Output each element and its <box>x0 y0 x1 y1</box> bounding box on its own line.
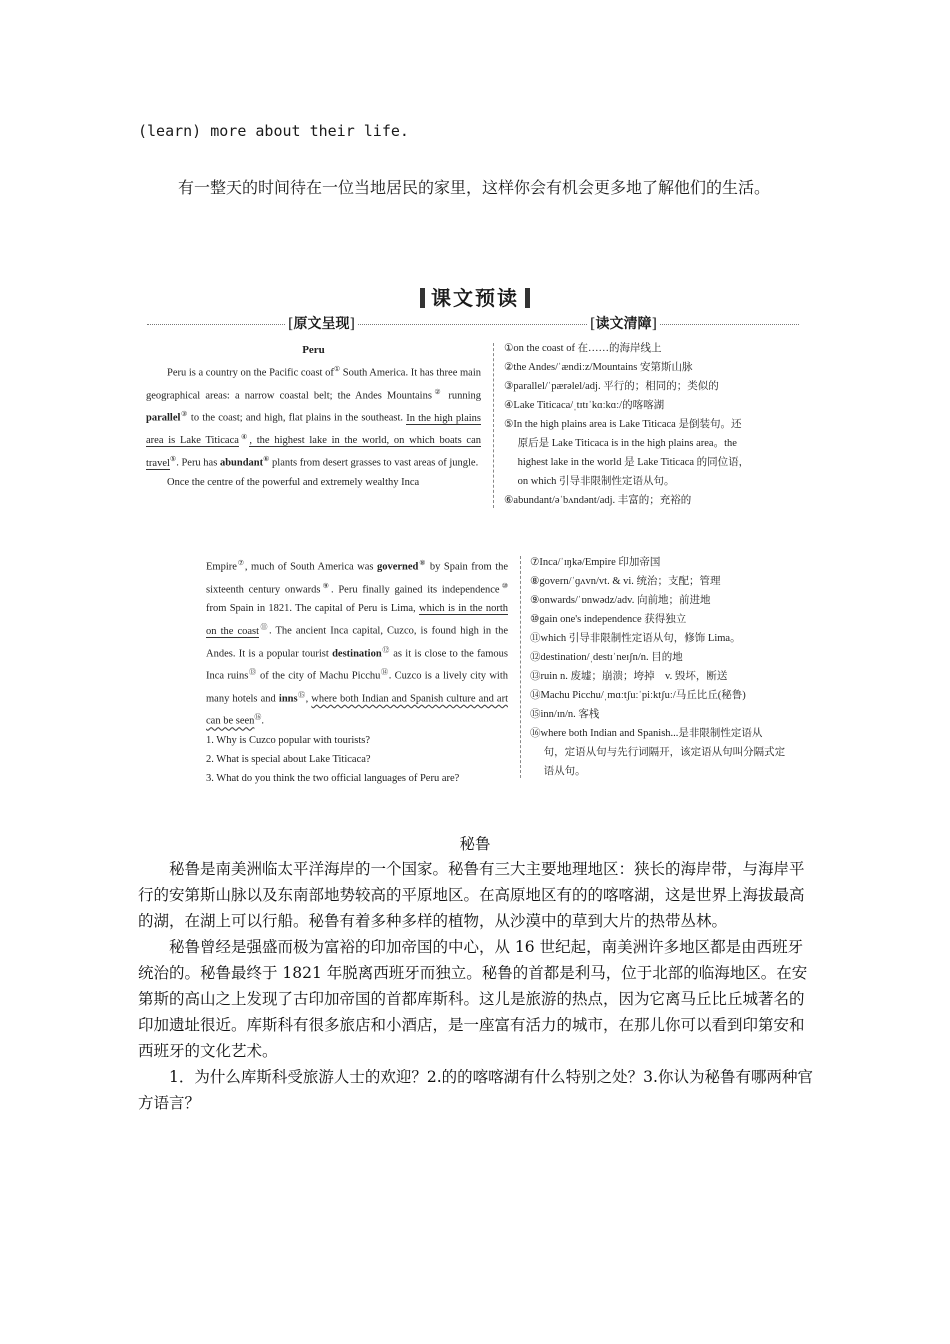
note-line: ⑮inn/ɪn/n. 客栈 <box>530 709 600 720</box>
note-line: ③parallel/ˈpærəlel/adj. 平行的；相同的；类似的 <box>504 381 719 392</box>
translation-questions: 1．为什么库斯科受旅游人士的欢迎？2.的的喀喀湖有什么特别之处？3.你认为秘鲁有哪两种官方语言？ <box>138 1068 813 1112</box>
note-line: 语从句。 <box>543 766 586 777</box>
passage-title: Peru <box>302 344 325 356</box>
intro-chinese-translation: 有一整天的时间待在一位当地居民的家里，这样你会有机会更多地了解他们的生活。 <box>178 178 771 197</box>
note-line: ⑩gain one's independence 获得独立 <box>530 614 687 625</box>
translation-body <box>138 856 814 1116</box>
passage-paragraph-2-start: Once the centre of the powerful and extremely wealthy Inca <box>167 476 420 488</box>
question-1: 1. Why is Cuzco popular with tourists? <box>206 734 370 746</box>
translation-title: 秘鲁 <box>459 835 491 853</box>
note-line: ⑭Machu Picchu/ˌmɑːtʃuːˈpiːktʃuː/马丘比丘(秘鲁) <box>530 690 746 701</box>
translation-paragraph-1: 秘鲁是南美洲临太平洋海岸的一个国家。秘鲁有三大主要地理地区：狭长的海岸带，与海岸平行的安第斯山脉以及东南部地势较高的平原地区。在高原地区有的的喀喀湖，这是世界上海拔最高的湖，在湖上可以行船。秘鲁有着多种多样的植物，从沙漠中的草到大片的热带丛林。 <box>138 860 805 930</box>
note-line: ④Lake Titicaca/ˌtɪtɪˈkɑːkɑː/的喀喀湖 <box>504 400 665 411</box>
intro-english-line: (learn) more about their life. <box>138 122 409 140</box>
section-title <box>0 282 950 311</box>
question-3: 3. What do you think the two official languages of Peru are? <box>206 772 460 784</box>
note-line: ①on the coast of 在……的海岸线上 <box>504 343 662 354</box>
note-line: ②the Andes/ˈændiːz/Mountains 安第斯山脉 <box>504 362 693 373</box>
subheading-reading-notes: [读文清障] <box>588 313 659 333</box>
section-title-text: 课文预读 <box>431 286 519 310</box>
note-line: ⑤In the high plains area is Lake Titicaca 是倒装句。还 <box>504 419 742 430</box>
note-line: 原后是 Lake Titicaca is in the high plains area。the <box>517 438 737 449</box>
passage-bottom-column <box>206 554 508 788</box>
subheading-original-text: [原文呈现] <box>286 313 357 333</box>
note-line: ⑫destination/ˌdestɪˈneɪʃn/n. 目的地 <box>530 652 683 663</box>
note-line: on which 引导非限制性定语从句。 <box>517 476 675 487</box>
passage-top-column <box>146 341 481 492</box>
note-line: ⑪which 引导非限制性定语从句，修饰 Lima。 <box>530 633 741 644</box>
note-line: highest lake in the world 是 Lake Titicaca 的同位语， <box>517 457 750 468</box>
note-line: ⑯where both Indian and Spanish...是非限制性定语从 <box>530 728 763 739</box>
note-line: ⑧govern/ˈɡʌvn/vt. & vi. 统治；支配；管理 <box>530 576 721 587</box>
column-divider-bottom <box>520 556 521 778</box>
notes-bottom-column <box>530 553 815 781</box>
title-bar-left <box>420 288 425 308</box>
column-divider-top <box>493 343 494 508</box>
note-line: ⑦Inca/ˈɪŋkə/Empire 印加帝国 <box>530 557 661 568</box>
note-line: 句，定语从句与先行词隔开，该定语从句叫分隔式定 <box>543 747 786 758</box>
note-line: ⑥abundant/əˈbʌndənt/adj. 丰富的；充裕的 <box>504 495 692 506</box>
translation-paragraph-2: 秘鲁曾经是强盛而极为富裕的印加帝国的中心，从 16 世纪起，南美洲许多地区都是由西班牙统治的。秘鲁最终于 1821 年脱离西班牙而独立。秘鲁的首都是利马，位于北部的临海地区。在安第斯的高山之上发现了古印加帝国的首都库斯科。这儿是旅游的热点，因为它离马丘比丘城著名的印加遗址很近。库斯科有很多旅店和小酒店，是一座富有活力的城市，在那儿你可以看到印第安和西班牙的文化艺术。 <box>138 938 808 1060</box>
passage-paragraph-2-continued: Empire⑦, much of South America was governed⑧ by Spain from the sixteenth century onwards⑨. Peru finally gained its independence⑩ from Spain in 1821. The capital of Peru is Lima, which is in the north on the coast⑪. The ancient Inca capital, Cuzco, is found high in the Andes. It is a popular tourist destination⑫ as it is close to the famous Inca ruins⑬ of the city of Machu Picchu⑭. Cuzco is a lively city with many hotels and inns⑮, where both Indian and Spanish culture and art can be seen⑯. <box>206 559 509 727</box>
note-line: ⑬ruin n. 废墟；崩溃；垮掉 v. 毁坏，断送 <box>530 671 728 682</box>
notes-top-column <box>504 339 804 510</box>
passage-paragraph-1: Peru is a country on the Pacific coast of① South America. It has three main geographical areas: a narrow coastal belt; the Andes Mountains② running parallel③ to the coast; and high, flat plains in the southeast. In the high plains area is Lake Titicaca④, the highest lake in the world, on which boats can travel⑤. Peru has abundant⑥ plants from desert grasses to vast areas of jungle. <box>146 365 481 469</box>
note-line: ⑨onwards/ˈɒnwədz/adv. 向前地；前进地 <box>530 595 711 606</box>
title-bar-right <box>525 288 530 308</box>
header-dotted-rule <box>147 324 799 325</box>
question-2: 2. What is special about Lake Titicaca? <box>206 753 371 765</box>
